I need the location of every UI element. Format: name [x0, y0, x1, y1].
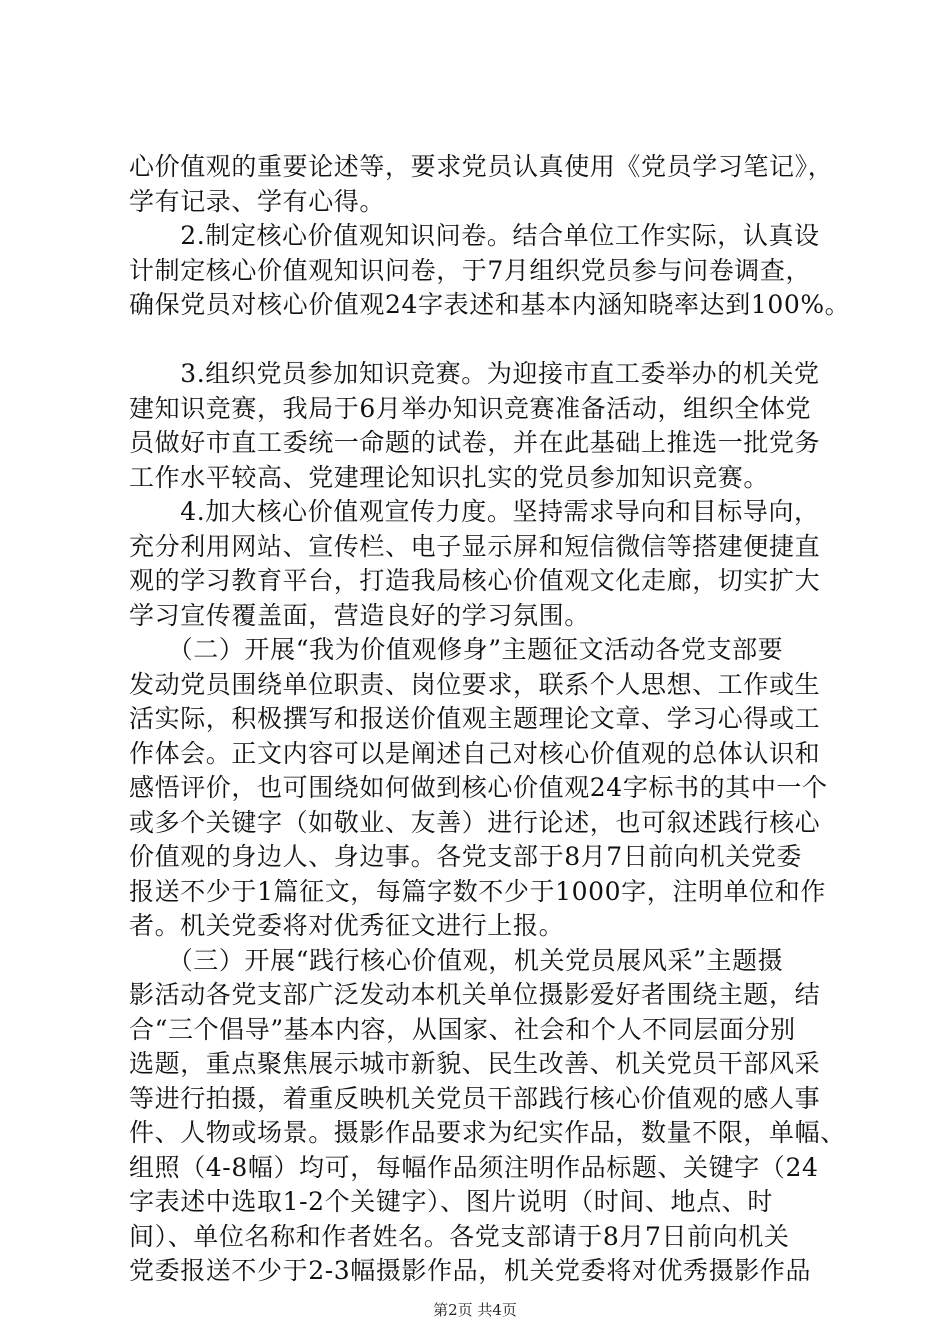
text-line: 党委报送不少于2-3幅摄影作品，机关党委将对优秀摄影作品 [129, 1256, 812, 1285]
text-line: 充分利用网站、宣传栏、电子显示屏和短信微信等搭建便捷直 [129, 531, 821, 561]
page-footer: 第2页 共4页 [433, 1301, 517, 1319]
text-line: 学有记录、学有心得。 [129, 186, 386, 216]
text-line: 组照（4-8幅）均可，每幅作品须注明作品标题、关键字（24 [129, 1152, 819, 1182]
text-line: 确保党员对核心价值观24字表述和基本内涵知晓率达到100%。 [129, 290, 851, 319]
text-line: （二）开展“我为价值观修身”主题征文活动各党支部要 [129, 635, 784, 664]
text-line: 件、人物或场景。摄影作品要求为纪实作品，数量不限，单幅、 [129, 1118, 846, 1147]
text-line: 心价值观的重要论述等，要求党员认真使用《党员学习笔记》， [129, 152, 834, 181]
text-line: 员做好市直工委统一命题的试卷，并在此基础上推选一批党务 [129, 428, 821, 457]
blank-line [129, 323, 829, 358]
text-line: 感悟评价，也可围绕如何做到核心价值观24字标书的其中一个 [129, 773, 828, 802]
text-line: 报送不少于1篇征文，每篇字数不少于1000字，注明单位和作 [129, 876, 826, 906]
text-line: 3.组织党员参加知识竞赛。为迎接市直工委举办的机关党 [129, 359, 820, 388]
text-line: 或多个关键字（如敬业、友善）进行论述，也可叙述践行核心 [129, 807, 821, 837]
text-line: 字表述中选取1-2个关键字）、图片说明（时间、地点、时 [129, 1187, 773, 1216]
text-line: 发动党员围绕单位职责、岗位要求，联系个人思想、工作或生 [129, 669, 821, 699]
text-line: 间）、单位名称和作者姓名。各党支部请于8月7日前向机关 [129, 1221, 790, 1251]
text-line: 观的学习教育平台，打造我局核心价值观文化走廊，切实扩大 [129, 566, 821, 595]
text-line: 选题，重点聚焦展示城市新貌、民生改善、机关党员干部风采 [129, 1049, 821, 1078]
text-line: 价值观的身边人、身边事。各党支部于8月7日前向机关党委 [129, 842, 803, 871]
text-line: 作体会。正文内容可以是阐述自己对核心价值观的总体认识和 [129, 738, 821, 768]
text-line: 2.制定核心价值观知识问卷。结合单位工作实际，认真设 [129, 221, 820, 250]
text-line: 者。机关党委将对优秀征文进行上报。 [129, 911, 565, 940]
text-line: 合“三个倡导”基本内容，从国家、社会和个人不同层面分别 [129, 1014, 796, 1044]
text-line: 计制定核心价值观知识问卷，于7月组织党员参与问卷调查， [129, 255, 812, 285]
text-line: 活实际，积极撰写和报送价值观主题理论文章、学习心得或工 [129, 704, 821, 733]
text-line: 影活动各党支部广泛发动本机关单位摄影爱好者围绕主题，结 [129, 980, 821, 1009]
text-line: 建知识竞赛，我局于6月举办知识竞赛准备活动，组织全体党 [129, 393, 812, 423]
text-line: 学习宣传覆盖面，营造良好的学习氛围。 [129, 600, 590, 630]
text-line: 工作水平较高、党建理论知识扎实的党员参加知识竞赛。 [129, 462, 770, 492]
text-line: （三）开展“践行核心价值观，机关党员展风采”主题摄 [129, 945, 784, 975]
text-line: 等进行拍摄，着重反映机关党员干部践行核心价值观的感人事 [129, 1083, 821, 1113]
text-line: 4.加大核心价值观宣传力度。坚持需求导向和目标导向， [129, 497, 820, 526]
body-text [129, 150, 851, 1289]
